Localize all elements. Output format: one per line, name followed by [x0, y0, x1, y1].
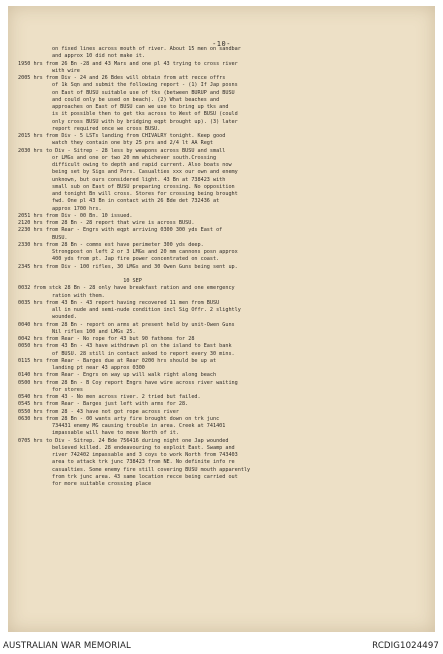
- text-line: BUSU.: [18, 234, 68, 241]
- text-line: 0050 hrs from 43 Bn - 43 have withdrawn pl on the island to East bank: [18, 343, 232, 350]
- text-line: 0042 hrs from Rear - No rope for 43 but 90 fathoms for 28: [18, 336, 195, 342]
- text-line: of BUSU. 28 still in contact asked to report every 30 mins.: [18, 350, 235, 357]
- text-line: and could only be used on beach). (2) What beaches and: [18, 96, 220, 103]
- text-line: only cross BUSU with by bridging eqpt brought up). (3) later: [18, 118, 238, 125]
- text-line: report required once we cross BUSU.: [18, 125, 161, 132]
- text-line: 0115 hrs from Rear - Barges due at Rear 0200 hrs should be up at: [18, 357, 217, 364]
- text-line: area to attack trk junc 738423 from NE. No definite info re: [18, 459, 235, 466]
- text-line: with wire: [18, 67, 80, 74]
- text-line: unknown, but ours considered light. 43 Bn at 738423 with: [18, 176, 226, 183]
- text-line: 2015 hrs from Div - 5 LSTs landing from CHIVALRY tonight. Keep good: [18, 133, 226, 139]
- text-line: for more suitable crossing place: [18, 481, 152, 487]
- text-line: 2330 hrs from 28 Bn - comms est have perimeter 300 yds deep.: [18, 241, 204, 248]
- text-line: approx 1700 hrs.: [18, 205, 102, 212]
- footer-bar: [0, 632, 443, 654]
- text-line: difficult owing to depth and rapid current. Also boats now: [18, 162, 232, 168]
- text-line: landing pt near 43 approx 0300: [18, 365, 145, 371]
- text-line: being set by Sigs and Pnrs. Casualties xxx our own and enemy: [18, 169, 238, 176]
- text-line: fwd. One pl 43 Bn in contact with 26 Bde det 732436 at: [18, 198, 220, 205]
- text-line: 0540 hrs from 43 - No men across river. 2 tried but failed.: [18, 394, 201, 400]
- footer-institution: AUSTRALIAN WAR MEMORIAL: [3, 641, 131, 651]
- text-line: 0040 hrs from 28 Bn - report on arms at present held by unit-Owen Guns: [18, 321, 235, 328]
- text-line: for stores: [18, 386, 83, 393]
- text-line: 0500 hrs from 28 Bn - B Coy report Engrs have wire across river waiting: [18, 379, 238, 386]
- text-line: all in nude and semi-nude condition incl Sig Offr. 2 slightly: [18, 307, 241, 313]
- text-line: 0035 hrs from 43 Bn - 43 report having recovered 11 men from BUSU: [18, 299, 220, 306]
- text-line: 734431 enemy MG causing trouble in area. Creek at 741401: [18, 423, 226, 429]
- document-page: [8, 6, 435, 632]
- text-line: 2051 hrs from Div - 00 Bn. 10 issued.: [18, 212, 133, 219]
- text-line: 0140 hrs from Rear - Engrs on way up will walk right along beach: [18, 372, 217, 379]
- text-line: 0032 from stck 28 Bn - 28 only have breakfast ration and one emergency: [18, 285, 235, 292]
- text-line: ration with them.: [18, 292, 105, 299]
- text-line: 1950 hrs from 26 Bn -28 and 43 Mars and one pl 43 trying to cross river: [18, 60, 238, 67]
- text-line: 2345 hrs from Div - 100 rifles, 30 LMGs and 30 Owen Guns being sent up.: [18, 263, 238, 270]
- text-line: on East of BUSU suitable use of tks (between BURUP and BUSU: [18, 89, 235, 96]
- text-line: Nil rifles 100 and LMGs 25.: [18, 328, 136, 335]
- text-line: small sub on East of BUSU preparing crossing. No opposition: [18, 183, 235, 190]
- text-line: from trk junc area. 43 same location recce being carried out: [18, 473, 238, 480]
- text-line: is it possible then to get tks across to West of BUSU (could: [18, 111, 238, 118]
- text-line: 400 yds from pt. Jap fire power concentrated on coast.: [18, 256, 220, 263]
- text-line: and approx 10 did not make it.: [18, 53, 145, 60]
- text-line: 0550 hrs from 28 - 43 have not got rope across river: [18, 408, 179, 415]
- text-line: and tonight Bn will cross. Stores for crossing being brought: [18, 191, 238, 197]
- text-line: of 1k Sqn and submit the following report - (1) If Jap posns: [18, 82, 238, 89]
- text-line: 0545 hrs from Rear - Barges just left with arms for 28.: [18, 401, 189, 408]
- text-line: Strongpost on left 2 or 3 LMGs and 20 mm cannons posn approx: [18, 249, 238, 255]
- text-line: 2005 hrs from Div - 24 and 26 Bdes will obtain from att recce offrs: [18, 75, 226, 81]
- text-line: 2120 hrs from 28 Bn - 28 report that wire is across BUSU.: [18, 220, 195, 226]
- text-line: 2030 hrs to Div - Sitrep - 28 less by weapons across BUSU and small: [18, 147, 226, 154]
- text-line: approaches on East of BUSU can we use to bring up tks and: [18, 104, 229, 110]
- text-line: impassable will have to move North of it.: [18, 430, 179, 437]
- text-line: or LMGs and one or two 20 mm whichever south.Crossing: [18, 154, 217, 161]
- document-body: [18, 46, 423, 488]
- text-line: wounded.: [18, 314, 77, 321]
- text-line: 10 SEP: [18, 278, 142, 284]
- footer-record-id: RCDIG1024497: [372, 641, 439, 651]
- text-line: river 742402 impassable and 3 coys to work North from 743403: [18, 452, 238, 458]
- text-line: casualties. Some enemy fire still covering BUSU mouth apparently: [18, 466, 251, 473]
- text-line: 0705 hrs to Div - Sitrep. 24 Bde 756416 during night one Jap wounded: [18, 437, 229, 444]
- text-line: believed killed. 28 endeavouring to exploit East. Swamp and: [18, 444, 235, 451]
- text-line: 0630 hrs from 28 Bn - 00 wants arty fire brought down on trk junc: [18, 415, 220, 422]
- text-line: [18, 271, 423, 278]
- text-line: watch they contain one bty 25 prs and 2/4 lt AA Regt: [18, 140, 213, 147]
- page-number: -10-: [212, 40, 231, 48]
- text-line: on fixed lines across mouth of river. About 15 men on sandbar: [18, 46, 241, 52]
- text-line: 2230 hrs from Rear - Engrs with eqpt arriving 0300 300 yds East of: [18, 227, 223, 234]
